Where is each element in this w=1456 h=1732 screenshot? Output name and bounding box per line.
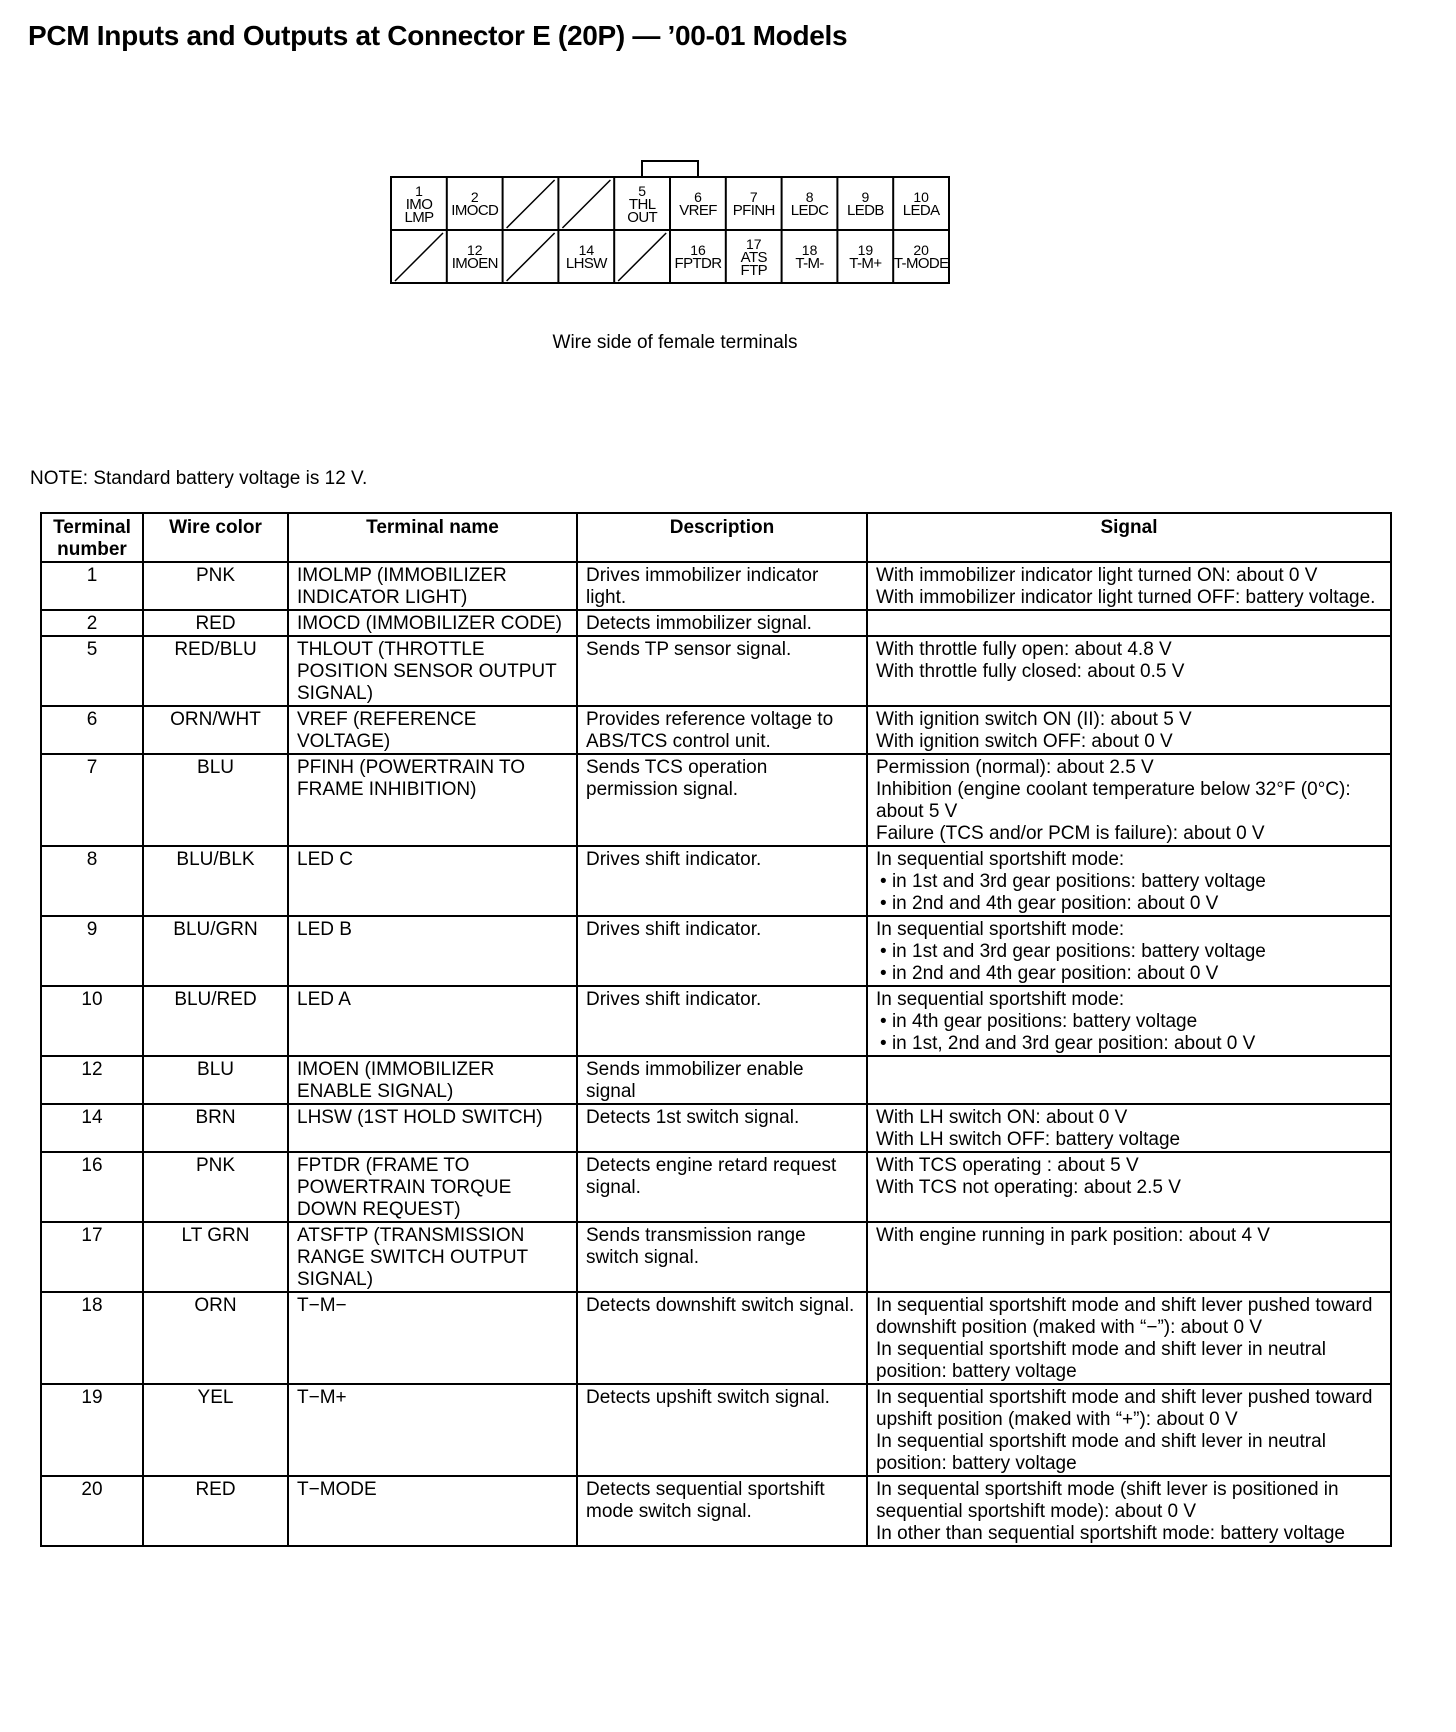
signal-line: With LH switch ON: about 0 V — [876, 1107, 1128, 1128]
signal-cell — [867, 754, 1391, 846]
pin-number: 20 — [913, 242, 929, 258]
table-header-row — [41, 513, 1391, 562]
wire-color-cell: RED — [143, 1476, 288, 1546]
signal-line: With TCS operating : about 5 V — [876, 1155, 1139, 1176]
signal-line: With throttle fully closed: about 0.5 V — [876, 661, 1185, 682]
signal-cell — [867, 1222, 1391, 1292]
signal-bullet: • in 2nd and 4th gear position: about 0 V — [876, 963, 1382, 985]
pin-name: T-M+ — [849, 255, 882, 272]
connector-pin-8 — [782, 178, 838, 230]
terminal-number-cell: 9 — [41, 916, 143, 986]
header-terminal: Terminal number — [41, 513, 143, 562]
pin-name: T-M- — [795, 255, 824, 272]
signal-cell — [867, 562, 1391, 610]
terminal-name-cell: T−M+ — [288, 1384, 577, 1476]
connector-pin-6 — [670, 178, 726, 230]
table-row — [41, 1222, 1391, 1292]
description-cell: Detects upshift switch signal. — [577, 1384, 867, 1476]
pin-number: 17 — [746, 235, 762, 252]
terminal-name-cell: IMOEN (IMMOBILIZER ENABLE SIGNAL) — [288, 1056, 577, 1104]
connector-pin-17 — [726, 231, 782, 283]
terminal-number-cell: 14 — [41, 1104, 143, 1152]
wire-color-cell: PNK — [143, 1152, 288, 1222]
connector-pin-19 — [837, 231, 893, 283]
connector-pin-9 — [837, 178, 893, 230]
signal-line: With engine running in park position: about 4 V — [876, 1225, 1270, 1246]
connector-pin-12 — [447, 231, 503, 283]
terminal-number-cell: 6 — [41, 706, 143, 754]
pin-name: IMOCD — [451, 202, 499, 219]
wire-color-cell: BLU/GRN — [143, 916, 288, 986]
connector-pin-16 — [670, 231, 726, 283]
signal-cell — [867, 846, 1391, 916]
connector-pin-2 — [447, 178, 503, 230]
pin-name: VREF — [679, 202, 717, 219]
terminal-name-cell: LED C — [288, 846, 577, 916]
terminal-number-cell: 7 — [41, 754, 143, 846]
description-cell: Sends TP sensor signal. — [577, 636, 867, 706]
header-terminal-name: Terminal name — [288, 513, 577, 562]
pin-table — [40, 512, 1392, 1547]
signal-line: With immobilizer indicator light turned OFF: battery voltage. — [876, 587, 1376, 608]
header-description: Description — [577, 513, 867, 562]
terminal-number-cell: 1 — [41, 562, 143, 610]
signal-line: With ignition switch ON (II): about 5 V — [876, 709, 1192, 730]
wire-color-cell: BLU/RED — [143, 986, 288, 1056]
empty-cavity-slash — [618, 233, 666, 281]
table-row — [41, 1104, 1391, 1152]
table-row — [41, 1056, 1391, 1104]
description-cell: Sends TCS operation permission signal. — [577, 754, 867, 846]
pin-number: 19 — [857, 242, 874, 258]
signal-bullet: • in 4th gear positions: battery voltage — [876, 1011, 1382, 1033]
connector-pin-1 — [391, 178, 447, 230]
wire-color-cell: BLU — [143, 1056, 288, 1104]
wire-color-cell: RED — [143, 610, 288, 636]
description-cell: Detects engine retard request signal. — [577, 1152, 867, 1222]
pin-number: 5 — [638, 182, 647, 199]
terminal-name-cell: LED B — [288, 916, 577, 986]
signal-line: With TCS not operating: about 2.5 V — [876, 1177, 1181, 1198]
empty-cavity-slash — [395, 233, 443, 281]
signal-bullet: • in 1st and 3rd gear positions: battery voltage — [876, 941, 1382, 963]
pin-number: 7 — [749, 189, 758, 205]
pin-name: THL OUT — [627, 195, 658, 226]
description-cell: Detects sequential sportshift mode switch signal. — [577, 1476, 867, 1546]
connector-pin-20 — [893, 231, 949, 283]
pin-name: FPTDR — [674, 255, 722, 272]
signal-line: In sequential sportshift mode: — [876, 919, 1125, 940]
wire-color-cell: LT GRN — [143, 1222, 288, 1292]
pin-number: 10 — [913, 189, 929, 205]
signal-cell — [867, 986, 1391, 1056]
signal-line: In sequential sportshift mode: — [876, 989, 1125, 1010]
pin-name: IMOEN — [451, 255, 498, 272]
signal-line: In sequential sportshift mode: — [876, 849, 1125, 870]
wire-color-cell: BLU/BLK — [143, 846, 288, 916]
description-cell: Sends immobilizer enable signal — [577, 1056, 867, 1104]
terminal-number-cell: 8 — [41, 846, 143, 916]
signal-line: With LH switch OFF: battery voltage — [876, 1129, 1181, 1150]
terminal-name-cell: IMOLMP (IMMOBILIZER INDICATOR LIGHT) — [288, 562, 577, 610]
terminal-number-cell: 17 — [41, 1222, 143, 1292]
table-row — [41, 1152, 1391, 1222]
signal-cell — [867, 1152, 1391, 1222]
terminal-name-cell: THLOUT (THROTTLE POSITION SENSOR OUTPUT SIGNAL) — [288, 636, 577, 706]
terminal-number-cell: 5 — [41, 636, 143, 706]
description-cell: Drives immobilizer indicator light. — [577, 562, 867, 610]
signal-bullet: • in 1st, 2nd and 3rd gear position: about 0 V — [876, 1033, 1382, 1055]
signal-line: With immobilizer indicator light turned ON: about 0 V — [876, 565, 1318, 586]
signal-line: In sequential sportshift mode and shift lever in neutral position: battery voltage — [876, 1431, 1326, 1474]
table-row — [41, 636, 1391, 706]
description-cell: Provides reference voltage to ABS/TCS control unit. — [577, 706, 867, 754]
description-cell: Drives shift indicator. — [577, 986, 867, 1056]
table-row — [41, 1476, 1391, 1546]
table-row — [41, 1292, 1391, 1384]
wire-color-cell: ORN/WHT — [143, 706, 288, 754]
terminal-number-cell: 19 — [41, 1384, 143, 1476]
signal-line: In sequential sportshift mode and shift lever in neutral position: battery voltage — [876, 1339, 1326, 1382]
signal-cell — [867, 1476, 1391, 1546]
terminal-name-cell: T−MODE — [288, 1476, 577, 1546]
terminal-number-cell: 12 — [41, 1056, 143, 1104]
table-row — [41, 610, 1391, 636]
connector-diagram — [390, 160, 950, 290]
pin-name: ATS FTP — [740, 248, 768, 279]
terminal-name-cell: FPTDR (FRAME TO POWERTRAIN TORQUE DOWN REQUEST) — [288, 1152, 577, 1222]
terminal-number-cell: 10 — [41, 986, 143, 1056]
terminal-name-cell: ATSFTP (TRANSMISSION RANGE SWITCH OUTPUT SIGNAL) — [288, 1222, 577, 1292]
signal-cell — [867, 1056, 1391, 1104]
signal-line: In sequential sportshift mode and shift lever pushed toward downshift position (maked with “−”): about 0 V — [876, 1295, 1373, 1338]
table-row — [41, 754, 1391, 846]
terminal-name-cell: PFINH (POWERTRAIN TO FRAME INHIBITION) — [288, 754, 577, 846]
connector-caption: Wire side of female terminals — [552, 332, 798, 353]
signal-bullet: • in 1st and 3rd gear positions: battery voltage — [876, 871, 1382, 893]
signal-cell — [867, 1384, 1391, 1476]
description-cell: Drives shift indicator. — [577, 916, 867, 986]
description-cell: Sends transmission range switch signal. — [577, 1222, 867, 1292]
signal-cell — [867, 1104, 1391, 1152]
terminal-name-cell: LED A — [288, 986, 577, 1056]
terminal-number-cell: 20 — [41, 1476, 143, 1546]
wire-color-cell: BLU — [143, 754, 288, 846]
connector-pin-18 — [782, 231, 838, 283]
connector-pin-7 — [726, 178, 782, 230]
pin-name: PFINH — [732, 202, 775, 219]
empty-cavity-slash — [507, 180, 555, 228]
signal-bullet: • in 2nd and 4th gear position: about 0 V — [876, 893, 1382, 915]
wire-color-cell: RED/BLU — [143, 636, 288, 706]
wire-color-cell: BRN — [143, 1104, 288, 1152]
pin-name: T-MODE — [893, 255, 949, 272]
pin-name: IMO LMP — [404, 195, 434, 226]
wire-color-cell: PNK — [143, 562, 288, 610]
wire-color-cell: YEL — [143, 1384, 288, 1476]
signal-cell — [867, 636, 1391, 706]
terminal-number-cell: 18 — [41, 1292, 143, 1384]
pin-name: LEDB — [846, 202, 884, 219]
page-title: PCM Inputs and Outputs at Connector E (20P) — ’00-01 Models — [28, 20, 848, 51]
terminal-name-cell: IMOCD (IMMOBILIZER CODE) — [288, 610, 577, 636]
empty-cavity-slash — [507, 233, 555, 281]
battery-note: NOTE: Standard battery voltage is 12 V. — [30, 468, 368, 489]
pin-number: 1 — [415, 182, 423, 199]
signal-line: With throttle fully open: about 4.8 V — [876, 639, 1172, 660]
connector-pin-10 — [893, 178, 949, 230]
table-row — [41, 1384, 1391, 1476]
terminal-name-cell: T−M− — [288, 1292, 577, 1384]
table-row — [41, 846, 1391, 916]
signal-cell — [867, 706, 1391, 754]
header-signal: Signal — [867, 513, 1391, 562]
description-cell: Detects downshift switch signal. — [577, 1292, 867, 1384]
header-wire-color: Wire color — [143, 513, 288, 562]
terminal-name-cell: LHSW (1ST HOLD SWITCH) — [288, 1104, 577, 1152]
signal-line: Permission (normal): about 2.5 V — [876, 757, 1154, 778]
signal-line: Failure (TCS and/or PCM is failure): about 0 V — [876, 823, 1265, 844]
description-cell: Drives shift indicator. — [577, 846, 867, 916]
signal-cell — [867, 610, 1391, 636]
terminal-number-cell: 16 — [41, 1152, 143, 1222]
pin-number: 9 — [861, 189, 870, 205]
pin-number: 6 — [694, 189, 702, 205]
empty-cavity-slash — [562, 180, 610, 228]
signal-line: With ignition switch OFF: about 0 V — [876, 731, 1173, 752]
signal-line: In other than sequential sportshift mode: battery voltage — [876, 1523, 1345, 1544]
table-row — [41, 986, 1391, 1056]
wire-color-cell: ORN — [143, 1292, 288, 1384]
connector-pin-14 — [558, 231, 614, 283]
description-cell: Detects immobilizer signal. — [577, 610, 867, 636]
pin-name: LEDA — [902, 202, 940, 219]
signal-line: In sequential sportshift mode and shift lever pushed toward upshift position (maked with “+”): about 0 V — [876, 1387, 1373, 1430]
signal-cell — [867, 916, 1391, 986]
description-cell: Detects 1st switch signal. — [577, 1104, 867, 1152]
pin-number: 8 — [805, 189, 814, 205]
pin-number: 14 — [578, 242, 595, 258]
signal-line: In sequental sportshift mode (shift lever is positioned in sequential sportshift mode): about 0 V — [876, 1479, 1339, 1522]
table-row — [41, 916, 1391, 986]
pin-number: 2 — [470, 189, 479, 205]
pin-name: LEDC — [790, 202, 829, 219]
pin-number: 12 — [467, 242, 483, 258]
signal-cell — [867, 1292, 1391, 1384]
table-row — [41, 706, 1391, 754]
pin-number: 16 — [690, 242, 706, 258]
pin-name: LHSW — [565, 255, 607, 272]
signal-line: Inhibition (engine coolant temperature below 32°F (0°C): about 5 V — [876, 779, 1351, 822]
pin-number: 18 — [801, 242, 818, 258]
table-row — [41, 562, 1391, 610]
connector-pin-5 — [614, 178, 670, 230]
terminal-number-cell: 2 — [41, 610, 143, 636]
terminal-name-cell: VREF (REFERENCE VOLTAGE) — [288, 706, 577, 754]
